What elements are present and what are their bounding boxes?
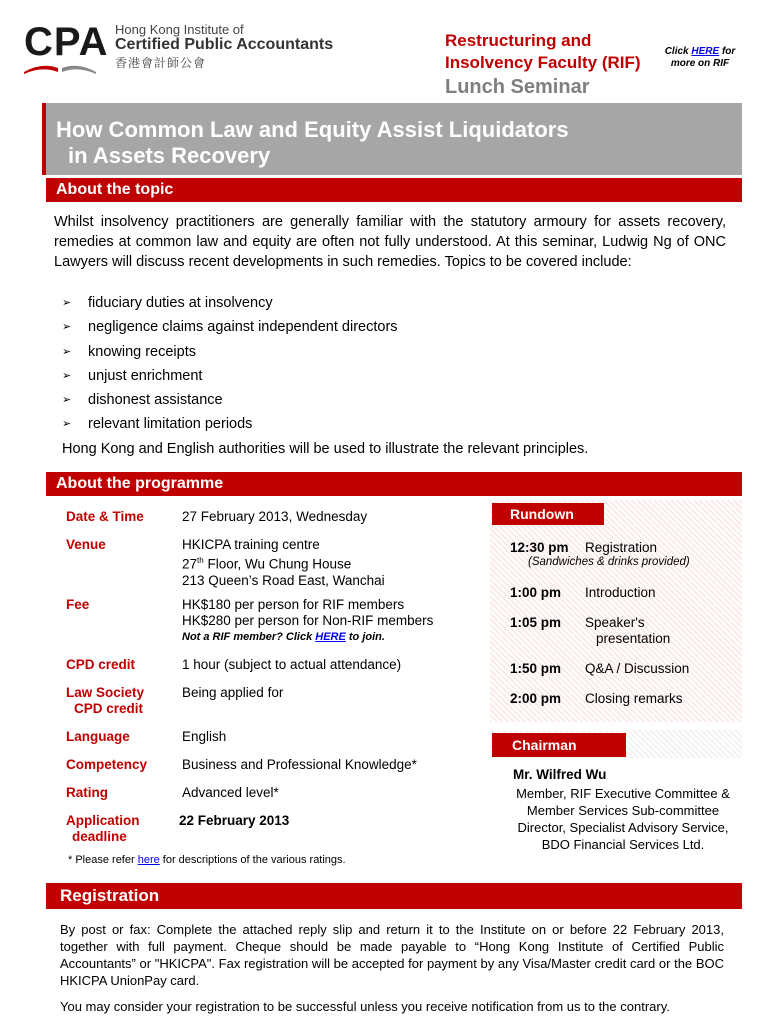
ratings-here-link[interactable]: here [137, 854, 160, 866]
fee-label: Fee [66, 597, 90, 612]
chairman-role-line1: Member, RIF Executive Committee & [516, 786, 730, 801]
rundown-time: 1:50 pm [510, 661, 562, 676]
rundown-time: 2:00 pm [510, 691, 562, 706]
list-item [62, 390, 398, 414]
cpd-value: 1 hour (subject to actual attendance) [182, 657, 402, 672]
logo-abbreviation: CPA [24, 20, 109, 64]
registration-instructions: By post or fax: Complete the attached reply slip and return it to the Institute on or before 22 February 2013, together with full payment. Cheque should be made payable to “Hong Kong Institute of Certified Public Accountants” or "HKICPA". Fax registration will be accepted for payment by any Visa/Master credit card or the BOC HKICPA UnionPay card. [60, 922, 724, 988]
footnote-prefix: * Please refer [68, 854, 138, 866]
topic-item-text: relevant limitation periods [88, 416, 253, 433]
rif-click-line2: more on RIF [670, 58, 730, 69]
chairman-heading: Chairman [492, 733, 626, 757]
deadline-label-line1: Application [66, 813, 140, 828]
page-title [56, 117, 569, 169]
rundown-item: Speaker's [585, 615, 645, 630]
rif-here-link[interactable]: HERE [691, 46, 720, 57]
venue-floor-text: Floor, Wu Chung House [203, 556, 352, 572]
faculty-title-line2: Insolvency Faculty (RIF) [445, 53, 641, 72]
venue-floor-suffix: th [197, 556, 204, 565]
fee-line2: HK$280 per person for Non-RIF members [182, 613, 434, 628]
logo-institute-line: Hong Kong Institute of [115, 22, 244, 37]
topic-item-text: unjust enrichment [88, 367, 203, 384]
list-item [62, 414, 398, 438]
chairman-role-line2: Member Services Sub-committee [526, 803, 720, 818]
logo-chinese-name: 香港會計師公會 [115, 56, 207, 70]
fee-value [182, 597, 433, 645]
list-item [62, 293, 398, 317]
chairman-name: Mr. Wilfred Wu [513, 767, 607, 782]
topic-item-text: dishonest assistance [88, 392, 223, 409]
law-society-label [66, 685, 144, 717]
rundown-time: 1:00 pm [510, 585, 562, 600]
topic-intro: Whilst insolvency practitioners are generally familiar with the statutory armoury for assets recovery, remedies at common law and equity are often not fully understood. At this seminar, Ludwig Ng of ONC Lawyers will discuss recent developments in such remedies. Topics to be covered include: [54, 214, 726, 270]
topic-item-text: knowing receipts [88, 343, 196, 360]
rundown-note: (Sandwiches & drinks provided) [528, 556, 690, 568]
rating-label: Rating [66, 785, 108, 800]
rundown-item-cont: presentation [596, 631, 671, 646]
rundown-time: 12:30 pm [510, 540, 569, 555]
event-type: Lunch Seminar [445, 76, 590, 98]
venue-line1: HKICPA training centre [182, 537, 320, 552]
language-label: Language [66, 729, 130, 744]
arrow-bullet-icon: ➢ [62, 345, 72, 358]
rif-click-prefix: Click [664, 46, 692, 57]
fee-note [182, 629, 433, 645]
rundown-item: Closing remarks [585, 691, 683, 706]
ratings-footnote [68, 854, 346, 866]
faculty-title-line1: Restructuring and [445, 31, 592, 50]
rif-click-suffix: for [719, 46, 736, 57]
competency-label: Competency [66, 757, 148, 772]
page-title-line2: in Assets Recovery [68, 143, 271, 168]
rundown-heading: Rundown [492, 503, 604, 525]
section-heading-registration: Registration [46, 883, 742, 909]
fee-note-suffix: to join. [345, 631, 385, 643]
arrow-bullet-icon: ➢ [62, 297, 72, 309]
registration-confirmation-note: You may consider your registration to be successful unless you receive notification from us to the contrary. [60, 999, 670, 1014]
logo-institute-name: Certified Public Accountants [115, 36, 334, 53]
page-title-line1: How Common Law and Equity Assist Liquidators [56, 117, 569, 142]
law-society-value: Being applied for [182, 685, 284, 700]
list-item [62, 366, 398, 390]
arrow-bullet-icon: ➢ [62, 394, 72, 407]
venue-line3: 213 Queen’s Road East, Wanchai [182, 572, 385, 588]
join-here-link[interactable]: HERE [315, 631, 346, 643]
logo-mark-icon [22, 60, 98, 76]
list-item [62, 317, 398, 341]
topic-list [62, 293, 398, 439]
deadline-label-line2: deadline [72, 829, 127, 844]
footnote-suffix: for descriptions of the various ratings. [159, 854, 346, 866]
chairman-role-line3: Director, Specialist Advisory Service, [517, 820, 729, 835]
chairman-role [500, 785, 746, 853]
section-heading-programme: About the programme [46, 472, 742, 496]
rundown-item: Introduction [585, 585, 656, 600]
deadline-value: 22 February 2013 [179, 813, 290, 828]
rundown-item: Registration [585, 540, 658, 555]
venue-value [182, 537, 385, 589]
date-label: Date & Time [66, 509, 144, 524]
rundown-time: 1:05 pm [510, 615, 562, 630]
venue-floor-number: 27 [182, 556, 198, 572]
arrow-bullet-icon: ➢ [62, 369, 72, 382]
topic-closing: Hong Kong and English authorities will be used to illustrate the relevant principles. [62, 441, 589, 457]
rif-more-info [660, 46, 740, 70]
section-heading-topic: About the topic [46, 178, 742, 202]
faculty-title [445, 30, 641, 74]
venue-line2 [182, 553, 385, 573]
fee-note-prefix: Not a RIF member? Click [182, 631, 316, 643]
arrow-bullet-icon: ➢ [62, 321, 72, 334]
fee-line1: HK$180 per person for RIF members [182, 597, 405, 612]
arrow-bullet-icon: ➢ [62, 418, 72, 431]
language-value: English [182, 729, 227, 744]
chairman-role-line4: BDO Financial Services Ltd. [541, 837, 705, 852]
venue-label: Venue [66, 537, 106, 552]
topic-item-text: negligence claims against independent directors [88, 319, 398, 336]
rating-value: Advanced level* [182, 785, 279, 800]
competency-value: Business and Professional Knowledge* [182, 757, 417, 772]
rundown-item: Q&A / Discussion [585, 661, 690, 676]
deadline-label [66, 813, 140, 845]
topic-item-text: fiduciary duties at insolvency [88, 295, 273, 311]
law-label-line1: Law Society [66, 685, 145, 700]
date-value: 27 February 2013, Wednesday [182, 509, 368, 524]
law-label-line2: CPD credit [74, 701, 144, 716]
cpd-label: CPD credit [66, 657, 136, 672]
rundown-panel [490, 500, 742, 722]
list-item [62, 342, 398, 366]
